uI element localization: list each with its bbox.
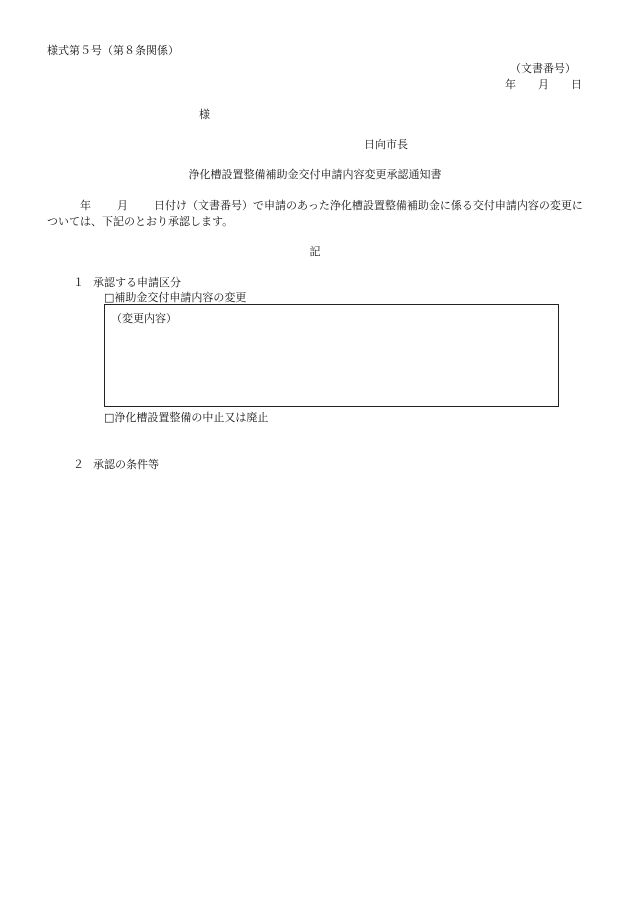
date-month: 月	[538, 78, 549, 91]
section-1-title: 承認する申請区分	[93, 276, 181, 289]
date-year: 年	[505, 78, 516, 91]
change-details-box[interactable]	[104, 304, 559, 407]
option-cancel-checkbox[interactable]: □浄化槽設置整備の中止又は廃止	[104, 411, 269, 424]
section-2-title: 承認の条件等	[93, 458, 159, 471]
recipient-suffix: 様	[199, 108, 210, 121]
body-paragraph	[47, 198, 587, 230]
section-2-number: ２	[73, 458, 84, 471]
body-year: 年	[80, 199, 91, 212]
date-line	[505, 78, 582, 92]
date-day: 日	[571, 78, 582, 91]
option-change-checkbox[interactable]: □補助金交付申請内容の変更	[104, 291, 247, 304]
change-details-label: （変更内容）	[111, 312, 177, 325]
body-text: 日付け（文書番号）で申請のあった浄化槽設置整備補助金に係る交付申請内容の変更については、下記のとおり承認します。	[47, 199, 583, 228]
ki-heading: 記	[309, 245, 321, 258]
body-month: 月	[117, 199, 128, 212]
issuer-name: 日向市長	[364, 138, 408, 151]
form-number: 様式第５号（第８条関係）	[47, 44, 179, 57]
section-1-number: １	[73, 276, 84, 289]
document-number: （文書番号）	[510, 62, 576, 75]
document-title: 浄化槽設置整備補助金交付申請内容変更承認通知書	[188, 168, 442, 181]
